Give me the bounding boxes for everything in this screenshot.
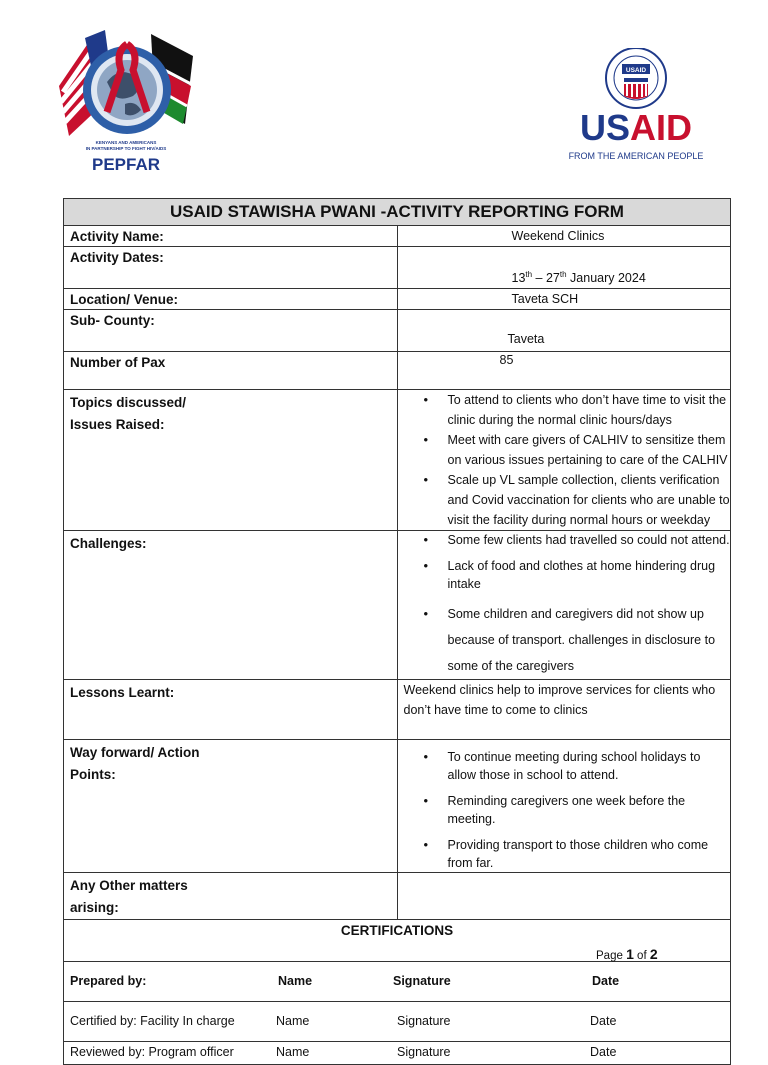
- sub-county-value: Taveta: [397, 310, 731, 352]
- location-value: Taveta SCH: [397, 289, 731, 310]
- topic-item: • Meet with care givers of CALHIV to sensitize them on various issues pertaining to care of the CALHIV: [448, 430, 731, 470]
- reviewed-by-row: [64, 1042, 731, 1065]
- activity-reporting-form: [63, 198, 731, 1065]
- challenge-item: • Some few clients had travelled so could not attend.: [448, 531, 731, 549]
- prepared-by-signature: Signature: [393, 974, 451, 988]
- svg-text:KENYANS AND AMERICANS: KENYANS AND AMERICANS: [95, 140, 157, 145]
- sub-county-label: Sub- County:: [64, 310, 398, 352]
- action-point-item: • Providing transport to those children who come from far.: [448, 836, 731, 872]
- topics-value: [397, 390, 731, 531]
- other-matters-label: Any Other matters arising:: [64, 873, 398, 920]
- reviewed-by-name: Name: [276, 1045, 310, 1059]
- prepared-by-date: Date: [592, 974, 620, 988]
- certified-by-role: Certified by: Facility In charge: [70, 1014, 235, 1028]
- challenges-value: [397, 531, 731, 680]
- topic-item: • To attend to clients who don’t have time to visit the clinic during the normal clinic hours/days: [448, 390, 731, 430]
- number-of-pax-value: 85: [397, 352, 731, 390]
- action-point-item: • Reminding caregivers one week before the meeting.: [448, 792, 731, 828]
- challenge-item: • Lack of food and clothes at home hindering drug intake: [448, 557, 731, 593]
- topics-label: Topics discussed/ Issues Raised:: [64, 390, 398, 531]
- activity-name-value: Weekend Clinics: [397, 226, 731, 247]
- svg-text:IN PARTNERSHIP TO FIGHT HIV/AI: IN PARTNERSHIP TO FIGHT HIV/AIDS: [85, 146, 167, 151]
- lessons-value: Weekend clinics help to improve services for clients who don’t have time to come to clinics: [397, 680, 731, 740]
- certified-by-signature: Signature: [397, 1014, 451, 1028]
- prepared-by-name: Name: [278, 974, 313, 988]
- activity-name-label: Activity Name:: [64, 226, 398, 247]
- certifications-heading: CERTIFICATIONS: [64, 920, 731, 962]
- form-title: USAID STAWISHA PWANI -ACTIVITY REPORTING FORM: [64, 199, 731, 226]
- certified-by-name: Name: [276, 1014, 310, 1028]
- challenge-item: • Some children and caregivers did not show up because of transport. challenges in disclosure to some of the caregivers: [448, 601, 731, 679]
- reviewed-by-date: Date: [590, 1045, 617, 1059]
- activity-dates-value: 13th – 27th January 2024: [397, 247, 731, 289]
- reviewed-by-signature: Signature: [397, 1045, 451, 1059]
- number-of-pax-label: Number of Pax: [64, 352, 398, 390]
- other-matters-value: [397, 873, 731, 920]
- reviewed-by-role: Reviewed by: Program officer: [70, 1045, 234, 1059]
- challenges-label: Challenges:: [64, 531, 398, 680]
- pepfar-logo: [55, 26, 197, 178]
- prepared-by-row: [64, 962, 731, 1002]
- way-forward-value: [397, 740, 731, 873]
- svg-text:USAID: USAID: [625, 67, 647, 74]
- action-point-item: • To continue meeting during school holidays to allow those in school to attend.: [448, 748, 731, 784]
- page-number: Page 1 of 2: [596, 946, 658, 962]
- activity-dates-label: Activity Dates:: [64, 247, 398, 289]
- prepared-by-role: Prepared by:: [70, 974, 147, 988]
- lessons-label: Lessons Learnt:: [64, 680, 398, 740]
- location-label: Location/ Venue:: [64, 289, 398, 310]
- certified-by-date: Date: [590, 1014, 617, 1028]
- usaid-logo: [566, 48, 706, 166]
- topic-item: • Scale up VL sample collection, clients verification and Covid vaccination for clients who are unable to visit the facility during normal hours or weekday: [448, 470, 731, 530]
- certified-by-row: [64, 1002, 731, 1042]
- svg-text:FROM THE AMERICAN PEOPLE: FROM THE AMERICAN PEOPLE: [568, 151, 704, 161]
- usaid-wordmark: USAID: [579, 107, 693, 148]
- svg-text:PEPFAR: PEPFAR: [91, 155, 161, 174]
- way-forward-label: Way forward/ Action Points:: [64, 740, 398, 873]
